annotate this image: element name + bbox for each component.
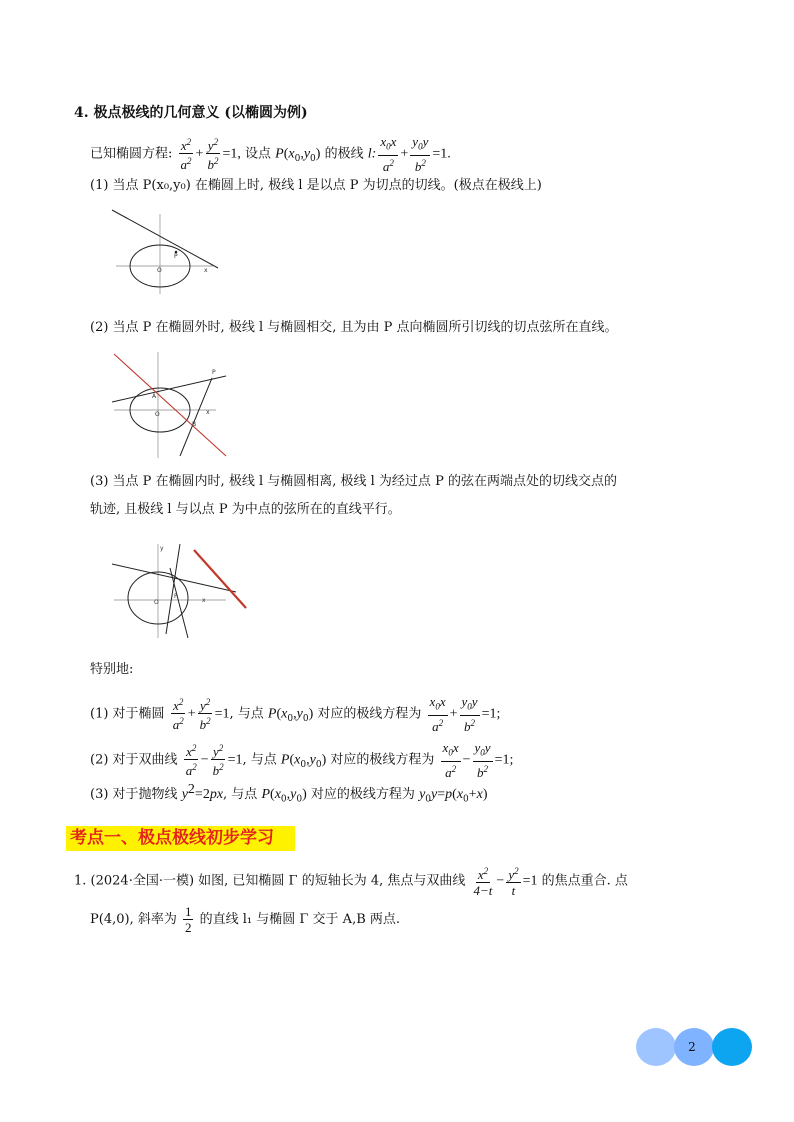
problem1-line2: P(4,0), 斜率为 $\frac{1}{2}$ 的直线 l₁ 与椭圆 Γ 交于 A,B 两点. <box>90 904 401 935</box>
problem1-text-d: 的直线 l₁ 与椭圆 Γ 交于 A,B 两点. <box>199 912 401 927</box>
problem1-line1: 1. (2024·全国·一模) 如图, 已知椭圆 Γ 的短轴长为 4, 焦点与双曲线 $\frac{x^2}{4-t}$ − $\frac{y^2}{t}$ =1 的焦点重合. 点 <box>74 866 628 898</box>
sp1-text-a: (1) 对于椭圆 <box>90 706 165 722</box>
fig2-x-label: x <box>206 409 210 416</box>
page-dot-left <box>636 1028 676 1066</box>
page-dot-right <box>712 1028 752 1066</box>
highlight-section-title: 考点一、极点极线初步学习 <box>66 826 295 851</box>
sp3-text-b: , 与点 <box>223 787 258 802</box>
case3-text-line1: (3) 当点 P 在椭圆内时, 极线 l 与椭圆相离, 极线 l 为经过点 P 的弦在两端点处的切线交点的 <box>90 474 617 489</box>
sp1-text-b: , 与点 <box>229 706 264 722</box>
case3-text-line2: 轨迹, 且极线 l 与以点 P 为中点的弦所在的直线平行。 <box>90 502 401 517</box>
figure-inside-case <box>108 540 250 640</box>
special-case-2: (2) 对于双曲线 $\frac{x^2}{a^2}$ − $\frac{y^2}{b^2}$ =1, 与点 $P(x_0,y_0)$ 对应的极线方程为 $\frac{x_0x}{a^2}$ − $\frac{y_0y}{b^2}$ =1; <box>90 740 514 780</box>
fig1-x-label: x <box>204 267 208 274</box>
special-case-1: (1) 对于椭圆 $\frac{x^2}{a^2}$ + $\frac{y^2}{b^2}$ =1, 与点 $P(x_0,y_0)$ 对应的极线方程为 $\frac{x_0x}{a^2}$ + $\frac{y_0y}{b^2}$ =1; <box>90 694 501 734</box>
figure-tangent-case <box>108 206 228 296</box>
fig1-origin-label: O <box>157 267 162 274</box>
figure-outside-case <box>108 348 232 460</box>
sp3-text-c: 对应的极线方程为 <box>310 787 415 802</box>
intro-text-a: 已知椭圆方程: <box>90 146 173 162</box>
page-number: 2 <box>688 1040 696 1054</box>
sp2-text-a: (2) 对于双曲线 <box>90 752 178 768</box>
intro-text-b: 设点 <box>244 146 271 162</box>
intro-text-d: l: <box>367 146 377 162</box>
intro-line: 已知椭圆方程: $\frac{x^2}{a^2}$ + $\frac{y^2}{b^2}$ =1, 设点 $P(x_0,y_0)$ 的极线 l: $\frac{x_0x}{a^2}$ + $\frac{y_0y}{b^2}$ =1. <box>90 134 451 174</box>
sp2-text-b: , 与点 <box>242 752 277 768</box>
fig3-y-label: y <box>160 545 164 552</box>
case1-text: (1) 当点 P(x₀,y₀) 在椭圆上时, 极线 l 是以点 P 为切点的切线。(极点在极线上) <box>90 178 542 193</box>
fig3-x-label: x <box>202 597 206 604</box>
section-title: 4. 极点极线的几何意义 (以椭圆为例) <box>74 105 308 121</box>
fig2-origin-label: O <box>155 411 160 418</box>
special-label: 特别地: <box>90 662 134 677</box>
problem1-text-c: P(4,0), 斜率为 <box>90 912 177 927</box>
problem1-text-a: 1. (2024·全国·一模) 如图, 已知椭圆 Γ 的短轴长为 4, 焦点与双曲线 <box>74 873 466 889</box>
fig2-p-label: P <box>212 369 216 376</box>
problem1-text-b: 的焦点重合. 点 <box>541 873 628 889</box>
fig2-a-label: A <box>152 393 157 400</box>
sp1-text-c: 对应的极线方程为 <box>317 706 422 722</box>
case2-text: (2) 当点 P 在椭圆外时, 极线 l 与椭圆相交, 且为由 P 点向椭圆所引切线的切点弦所在直线。 <box>90 320 618 335</box>
sp2-text-c: 对应的极线方程为 <box>330 752 435 768</box>
fig2-b-label: B <box>192 421 197 428</box>
special-case-3: (3) 对于抛物线 $y^2=2px$, 与点 $P(x_0,y_0)$ 对应的极线方程为 $y_0y=p(x_0+x)$ <box>90 782 488 805</box>
fig1-p-label: P <box>174 253 178 260</box>
fig3-p-label: P <box>174 593 178 600</box>
intro-text-c: 的极线 <box>324 146 364 162</box>
fig3-origin-label: O <box>154 599 159 606</box>
sp3-text-a: (3) 对于抛物线 <box>90 787 178 802</box>
